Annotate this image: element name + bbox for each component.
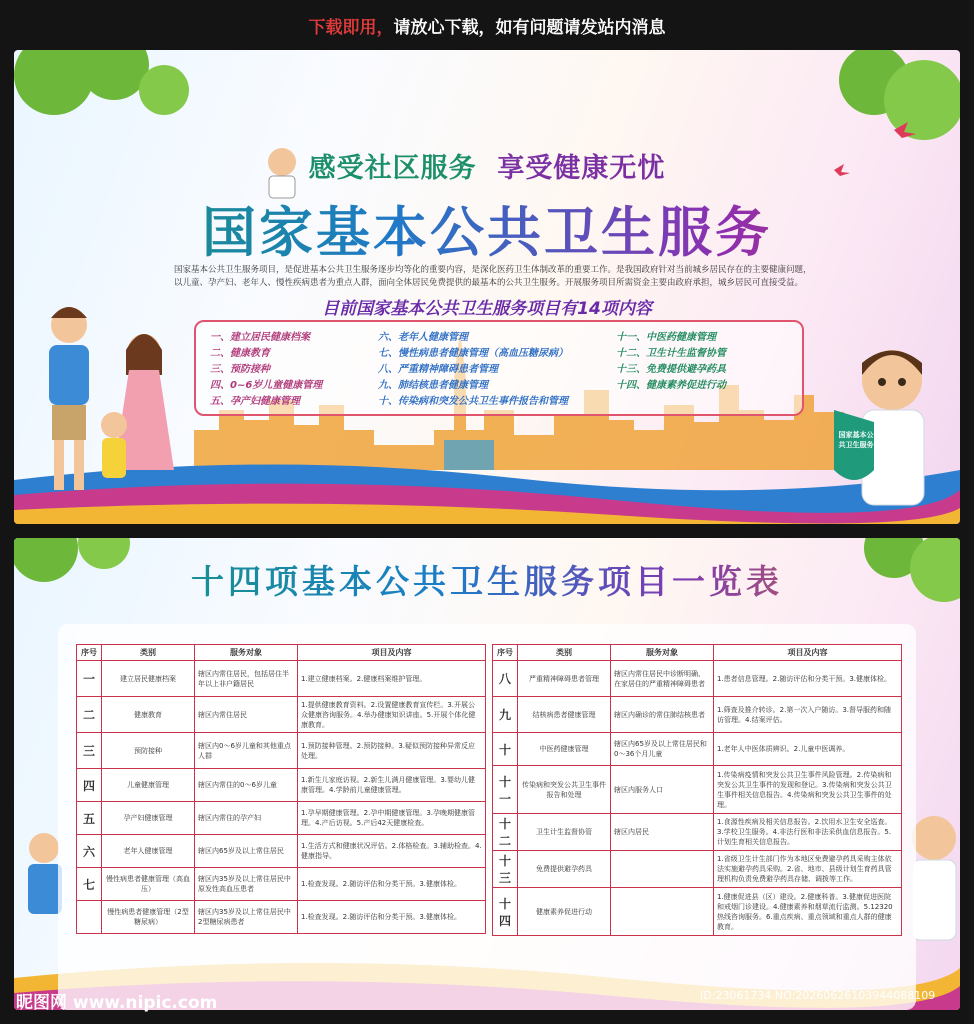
table-row <box>493 733 902 766</box>
header-category: 类别 <box>518 645 611 661</box>
tree-leaves-right <box>839 50 960 140</box>
intro-paragraph: 国家基本公共卫生服务项目，是促进基本公共卫生服务逐步均等化的重要内容，是深化医药卫生体制改革的重要工作。是我国政府针对当前城乡居民存在的主要健康问题，以儿童、孕产妇、老年人、慢性疾病患者为重点人群，面向全体居民免费提供的最基本的公共卫生服务。开展服务项目所需资金主要由政府承担，城乡居民可直接受益。 <box>174 265 812 288</box>
row-number: 十三 <box>493 851 518 888</box>
project-item: 十二、卫生计生监督协管 <box>616 348 726 359</box>
header-no: 序号 <box>77 645 102 661</box>
row-category: 孕产妇健康管理 <box>102 802 195 835</box>
row-target: 辖区内35岁及以上常住居民中2型糖尿病患者 <box>195 901 298 934</box>
table-row <box>77 901 486 934</box>
project-item: 六、老年人健康管理 <box>378 332 468 343</box>
top-poster <box>14 50 960 524</box>
row-target <box>611 888 714 936</box>
row-category: 中医药健康管理 <box>518 733 611 766</box>
row-content: 1.提供健康教育资料。2.设置健康教育宣传栏。3.开展公众健康咨询服务。4.举办健康知识讲座。5.开展个体化健康教育。 <box>298 697 486 733</box>
row-content: 1.生活方式和健康状况评估。2.体格检查。3.辅助检查。4.健康指导。 <box>298 835 486 868</box>
row-content: 1.新生儿家庭访视。2.新生儿满月健康管理。3.婴幼儿健康管理。4.学龄前儿童健康管理。 <box>298 769 486 802</box>
row-content: 1.筛查及推介转诊。2.第一次入户随访。3.督导服药和随访管理。4.结案评估。 <box>714 697 902 733</box>
row-target: 辖区内常住居民中诊断明确、在家居住的严重精神障碍患者 <box>611 661 714 697</box>
bottom-poster <box>14 538 960 1010</box>
row-category: 儿童健康管理 <box>102 769 195 802</box>
row-category: 健康教育 <box>102 697 195 733</box>
shield-badge-text: 国家基本公共卫生服务 <box>838 431 874 449</box>
row-number: 十四 <box>493 888 518 936</box>
row-number: 十 <box>493 733 518 766</box>
row-category: 健康素养促进行动 <box>518 888 611 936</box>
row-content: 1.传染病疫情和突发公共卫生事件风险管理。2.传染病和突发公共卫生事件的发现和登记。3.传染病和突发公共卫生事件相关信息报告。4.传染病和突发公共卫生事件的处理。 <box>714 766 902 814</box>
row-target: 辖区内35岁及以上常住居民中原发性高血压患者 <box>195 868 298 901</box>
table-row <box>493 851 902 888</box>
row-content: 1.孕早期健康管理。2.孕中期健康管理。3.孕晚期健康管理。4.产后访视。5.产后42天健康检查。 <box>298 802 486 835</box>
row-category: 老年人健康管理 <box>102 835 195 868</box>
row-content: 1.预防接种管理。2.预防接种。3.疑似预防接种异常反应处理。 <box>298 733 486 769</box>
row-number: 八 <box>493 661 518 697</box>
row-category: 慢性病患者健康管理（高血压） <box>102 868 195 901</box>
table-row <box>77 835 486 868</box>
row-target: 辖区内居民 <box>611 814 714 851</box>
row-content: 1.建立健康档案。2.健康档案维护管理。 <box>298 661 486 697</box>
slogan-left: 感受社区服务 <box>308 153 477 184</box>
row-number: 十二 <box>493 814 518 851</box>
table-row <box>77 697 486 733</box>
row-category: 卫生计生监督协管 <box>518 814 611 851</box>
row-content: 1.健康促进县（区）建设。2.健康科普。3.健康促进医院和戒烟门诊建设。4.健康素养和烟草流行监测。5.12320热线咨询服务。6.重点疾病、重点领域和重点人群的健康教育。 <box>714 888 902 936</box>
row-content: 1.省级卫生计生部门作为本地区免费避孕药具采购主体依法实施避孕药具采购。2.省、地市、县级计划生育药具管理机构负责免费避孕药具存储、调拨等工作。 <box>714 851 902 888</box>
row-target: 辖区内0～6岁儿童和其他重点人群 <box>195 733 298 769</box>
project-item: 十三、免费提供避孕药具 <box>616 364 726 375</box>
row-category: 免费提供避孕药具 <box>518 851 611 888</box>
doctor-illustration <box>834 350 924 505</box>
table-title: 十四项基本公共卫生服务项目一览表 <box>14 556 960 603</box>
row-target: 辖区内常住的0～6岁儿童 <box>195 769 298 802</box>
row-category: 慢性病患者健康管理（2型糖尿病） <box>102 901 195 934</box>
row-category: 结核病患者健康管理 <box>518 697 611 733</box>
row-number: 一 <box>77 661 102 697</box>
slogan-right: 享受健康无忧 <box>497 153 666 184</box>
row-number: 五 <box>77 802 102 835</box>
service-table-right <box>492 644 902 936</box>
table-row <box>493 661 902 697</box>
table-row <box>77 769 486 802</box>
slogan <box>14 146 960 185</box>
row-number: 七 <box>77 868 102 901</box>
project-item: 二、健康教育 <box>210 348 270 359</box>
project-item: 十四、健康素养促进行动 <box>616 380 726 391</box>
project-list-box <box>194 320 804 416</box>
tree-leaves-left <box>14 50 189 115</box>
header-target: 服务对象 <box>611 645 714 661</box>
doctor-illustration-small <box>912 816 956 940</box>
project-item: 十、传染病和突发公共卫生事件报告和管理 <box>378 396 568 407</box>
project-item: 五、孕产妇健康管理 <box>210 396 300 407</box>
notice-red: 下载即用， <box>308 17 394 38</box>
row-category: 建立居民健康档案 <box>102 661 195 697</box>
project-item: 一、建立居民健康档案 <box>210 332 310 343</box>
row-number: 三 <box>77 733 102 769</box>
table-row <box>493 766 902 814</box>
row-content: 1.检查发现。2.随访评估和分类干预。3.健康体检。 <box>298 901 486 934</box>
row-content: 1.患者信息管理。2.随访评估和分类干预。3.健康体检。 <box>714 661 902 697</box>
table-row <box>77 802 486 835</box>
service-table-left <box>76 644 486 934</box>
download-notice <box>0 0 974 50</box>
project-subtitle: 目前国家基本公共卫生服务项目有14项内容 <box>322 299 652 319</box>
row-target: 辖区内常住居民，包括居住半年以上非户籍居民 <box>195 661 298 697</box>
family-illustration-small <box>28 833 62 914</box>
family-illustration <box>49 307 174 490</box>
row-category: 严重精神障碍患者管理 <box>518 661 611 697</box>
row-target <box>611 851 714 888</box>
row-target: 辖区内65岁及以上常住居民 <box>195 835 298 868</box>
table-row <box>493 697 902 733</box>
nipic-watermark: 昵图网 www.nipic.com <box>16 993 218 1013</box>
row-category: 预防接种 <box>102 733 195 769</box>
header-target: 服务对象 <box>195 645 298 661</box>
row-category: 传染病和突发公共卫生事件报告和处理 <box>518 766 611 814</box>
row-number <box>77 901 102 934</box>
project-item: 八、严重精神障碍患者管理 <box>378 364 498 375</box>
row-content: 1.老年人中医体质辨识。2.儿童中医调养。 <box>714 733 902 766</box>
row-number: 六 <box>77 835 102 868</box>
project-item: 十一、中医药健康管理 <box>616 332 716 343</box>
project-item: 四、0~6岁儿童健康管理 <box>210 380 323 391</box>
table-row <box>77 733 486 769</box>
image-id: ID:23061734 NO:20260626103944088109 <box>700 989 936 1002</box>
table-row <box>493 888 902 936</box>
row-number: 二 <box>77 697 102 733</box>
project-list-col1 <box>210 330 322 410</box>
project-item: 三、预防接种 <box>210 364 270 375</box>
project-item: 九、肺结核患者健康管理 <box>378 380 488 391</box>
header-category: 类别 <box>102 645 195 661</box>
row-target: 辖区内常住居民 <box>195 697 298 733</box>
row-content: 1.检查发现。2.随访评估和分类干预。3.健康体检。 <box>298 868 486 901</box>
row-target: 辖区内确诊的常住肺结核患者 <box>611 697 714 733</box>
table-panel <box>58 624 916 1010</box>
project-item: 七、慢性病患者健康管理（高血压糖尿病） <box>378 348 568 359</box>
header-no: 序号 <box>493 645 518 661</box>
project-list-col3 <box>616 330 726 394</box>
row-content: 1.食源性疾病及相关信息报告。2.饮用水卫生安全巡查。3.学校卫生服务。4.非法行医和非法采供血信息报告。5.计划生育相关信息报告。 <box>714 814 902 851</box>
table-row <box>77 661 486 697</box>
row-target: 辖区内65岁及以上常住居民和0～36个月儿童 <box>611 733 714 766</box>
row-number: 四 <box>77 769 102 802</box>
row-number: 九 <box>493 697 518 733</box>
row-number: 十一 <box>493 766 518 814</box>
table-row <box>77 868 486 901</box>
notice-rest: 请放心下载，如有问题请发站内消息 <box>393 17 666 38</box>
table-row <box>493 814 902 851</box>
header-content: 项目及内容 <box>714 645 902 661</box>
header-content: 项目及内容 <box>298 645 486 661</box>
row-target: 辖区内服务人口 <box>611 766 714 814</box>
row-target: 辖区内常住的孕产妇 <box>195 802 298 835</box>
project-list-col2 <box>378 330 568 410</box>
main-title: 国家基本公共卫生服务 <box>14 190 960 267</box>
